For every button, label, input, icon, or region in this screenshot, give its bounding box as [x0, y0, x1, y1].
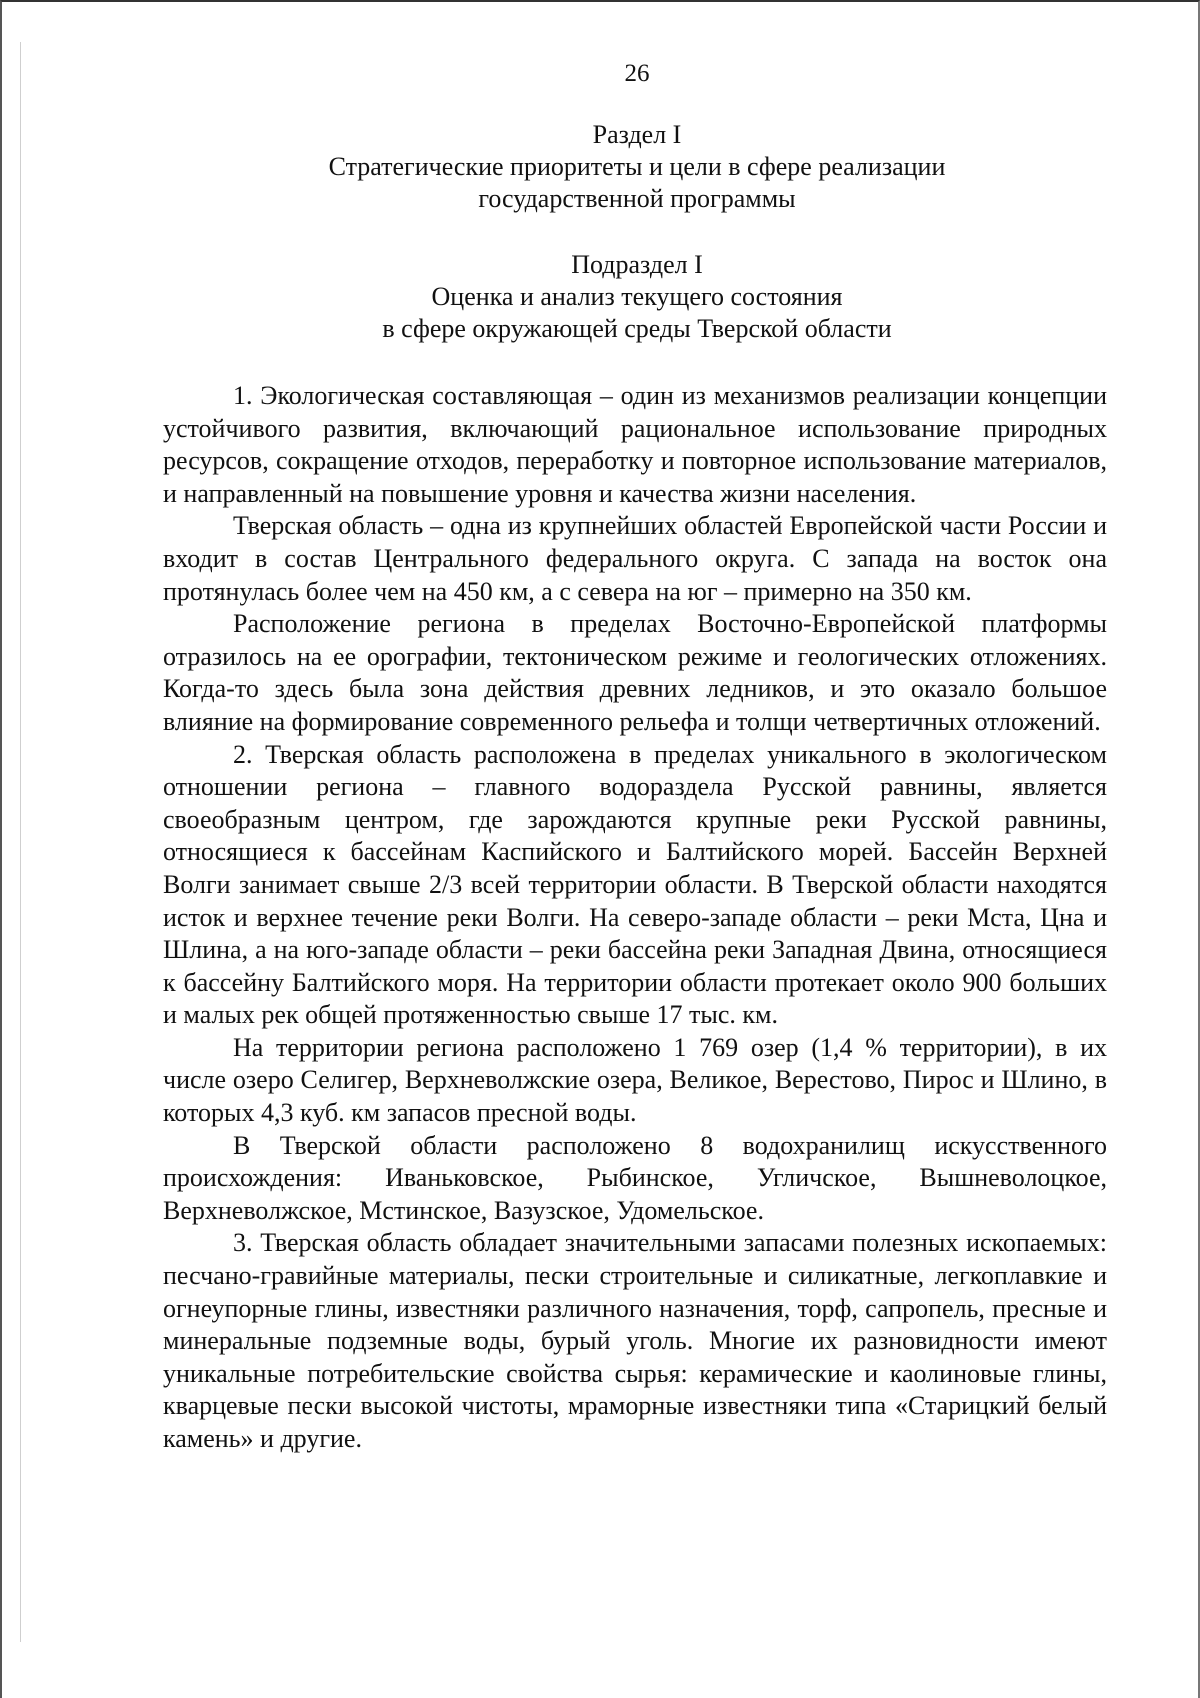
- body-text: [163, 380, 1107, 1456]
- paragraph-4: 2. Тверская область расположена в пределах уникального в экологическом отношении региона – главного водораздела Русской равнины, является своеобразным центром, где зарождаются крупные реки Русской равнины, относящиеся к бассейнам Каспийского и Балтийского морей. Бассейн Верхней Волги занимает свыше 2/3 всей территории области. В Тверской области находятся исток и верхнее течение реки Волги. На северо-западе области – реки Мста, Цна и Шлина, а на юго-западе области – реки бассейна реки Западная Двина, относящиеся к бассейну Балтийского моря. На территории области протекает около 900 больших и малых рек общей протяженностью свыше 17 тыс. км.: [163, 739, 1107, 1030]
- paragraph-7: 3. Тверская область обладает значительными запасами полезных ископаемых: песчано-гравийные материалы, пески строительные и силикатные, легкоплавкие и огнеупорные глины, известняки различного назначения, торф, сапропель, пресные и минеральные подземные воды, бурый уголь. Многие их разновидности имеют уникальные потребительские свойства сырья: керамические и каолиновые глины, кварцевые пески высокой чистоты, мраморные известняки типа «Старицкий белый камень» и другие.: [163, 1228, 1107, 1453]
- paragraph-3: Расположение региона в пределах Восточно-Европейской платформы отразилось на ее орографии, тектоническом режиме и геологических отложениях. Когда-то здесь была зона действия древних ледников, и это оказало большое влияние на формирование современного рельефа и толщи четвертичных отложений.: [163, 609, 1107, 736]
- paragraph-5: На территории региона расположено 1 769 озер (1,4 % территории), в их числе озеро Селигер, Верхневолжские озера, Великое, Верестово, Пирос и Шлино, в которых 4,3 куб. км запасов пресной воды.: [163, 1032, 1107, 1128]
- section-label: Раздел I: [592, 120, 682, 149]
- scan-edge-line: [20, 42, 21, 1642]
- subsection-title-line-2: в сфере окружающей среды Тверской области: [382, 314, 892, 343]
- paragraph-2: Тверская область – одна из крупнейших областей Европейской части России и входит в состав Центрального федерального округа. С запада на восток она протянулась более чем на 450 км, а с севера на юг – примерно на 350 км.: [163, 511, 1107, 606]
- section-title-line-2: государственной программы: [478, 184, 796, 213]
- subsection-title-line-1: Оценка и анализ текущего состояния: [431, 282, 843, 311]
- paragraph-6: В Тверской области расположено 8 водохранилищ искусственного происхождения: Иваньковское, Рыбинское, Угличское, Вышневолоцкое, Верхневолжское, Мстинское, Вазузское, Удомельское.: [163, 1130, 1107, 1225]
- paragraph-1: 1. Экологическая составляющая – один из механизмов реализации концепции устойчивого развития, включающий рациональное использование природных ресурсов, сокращение отходов, переработку и повторное использование материалов, и направленный на повышение уровня и качества жизни населения.: [163, 381, 1107, 508]
- subsection-heading: [262, 249, 1012, 345]
- section-title-line-1: Стратегические приоритеты и цели в сфере реализации: [328, 152, 946, 181]
- subsection-label: Подраздел I: [571, 250, 703, 279]
- page-number: 26: [624, 60, 650, 87]
- section-heading: [262, 119, 1012, 215]
